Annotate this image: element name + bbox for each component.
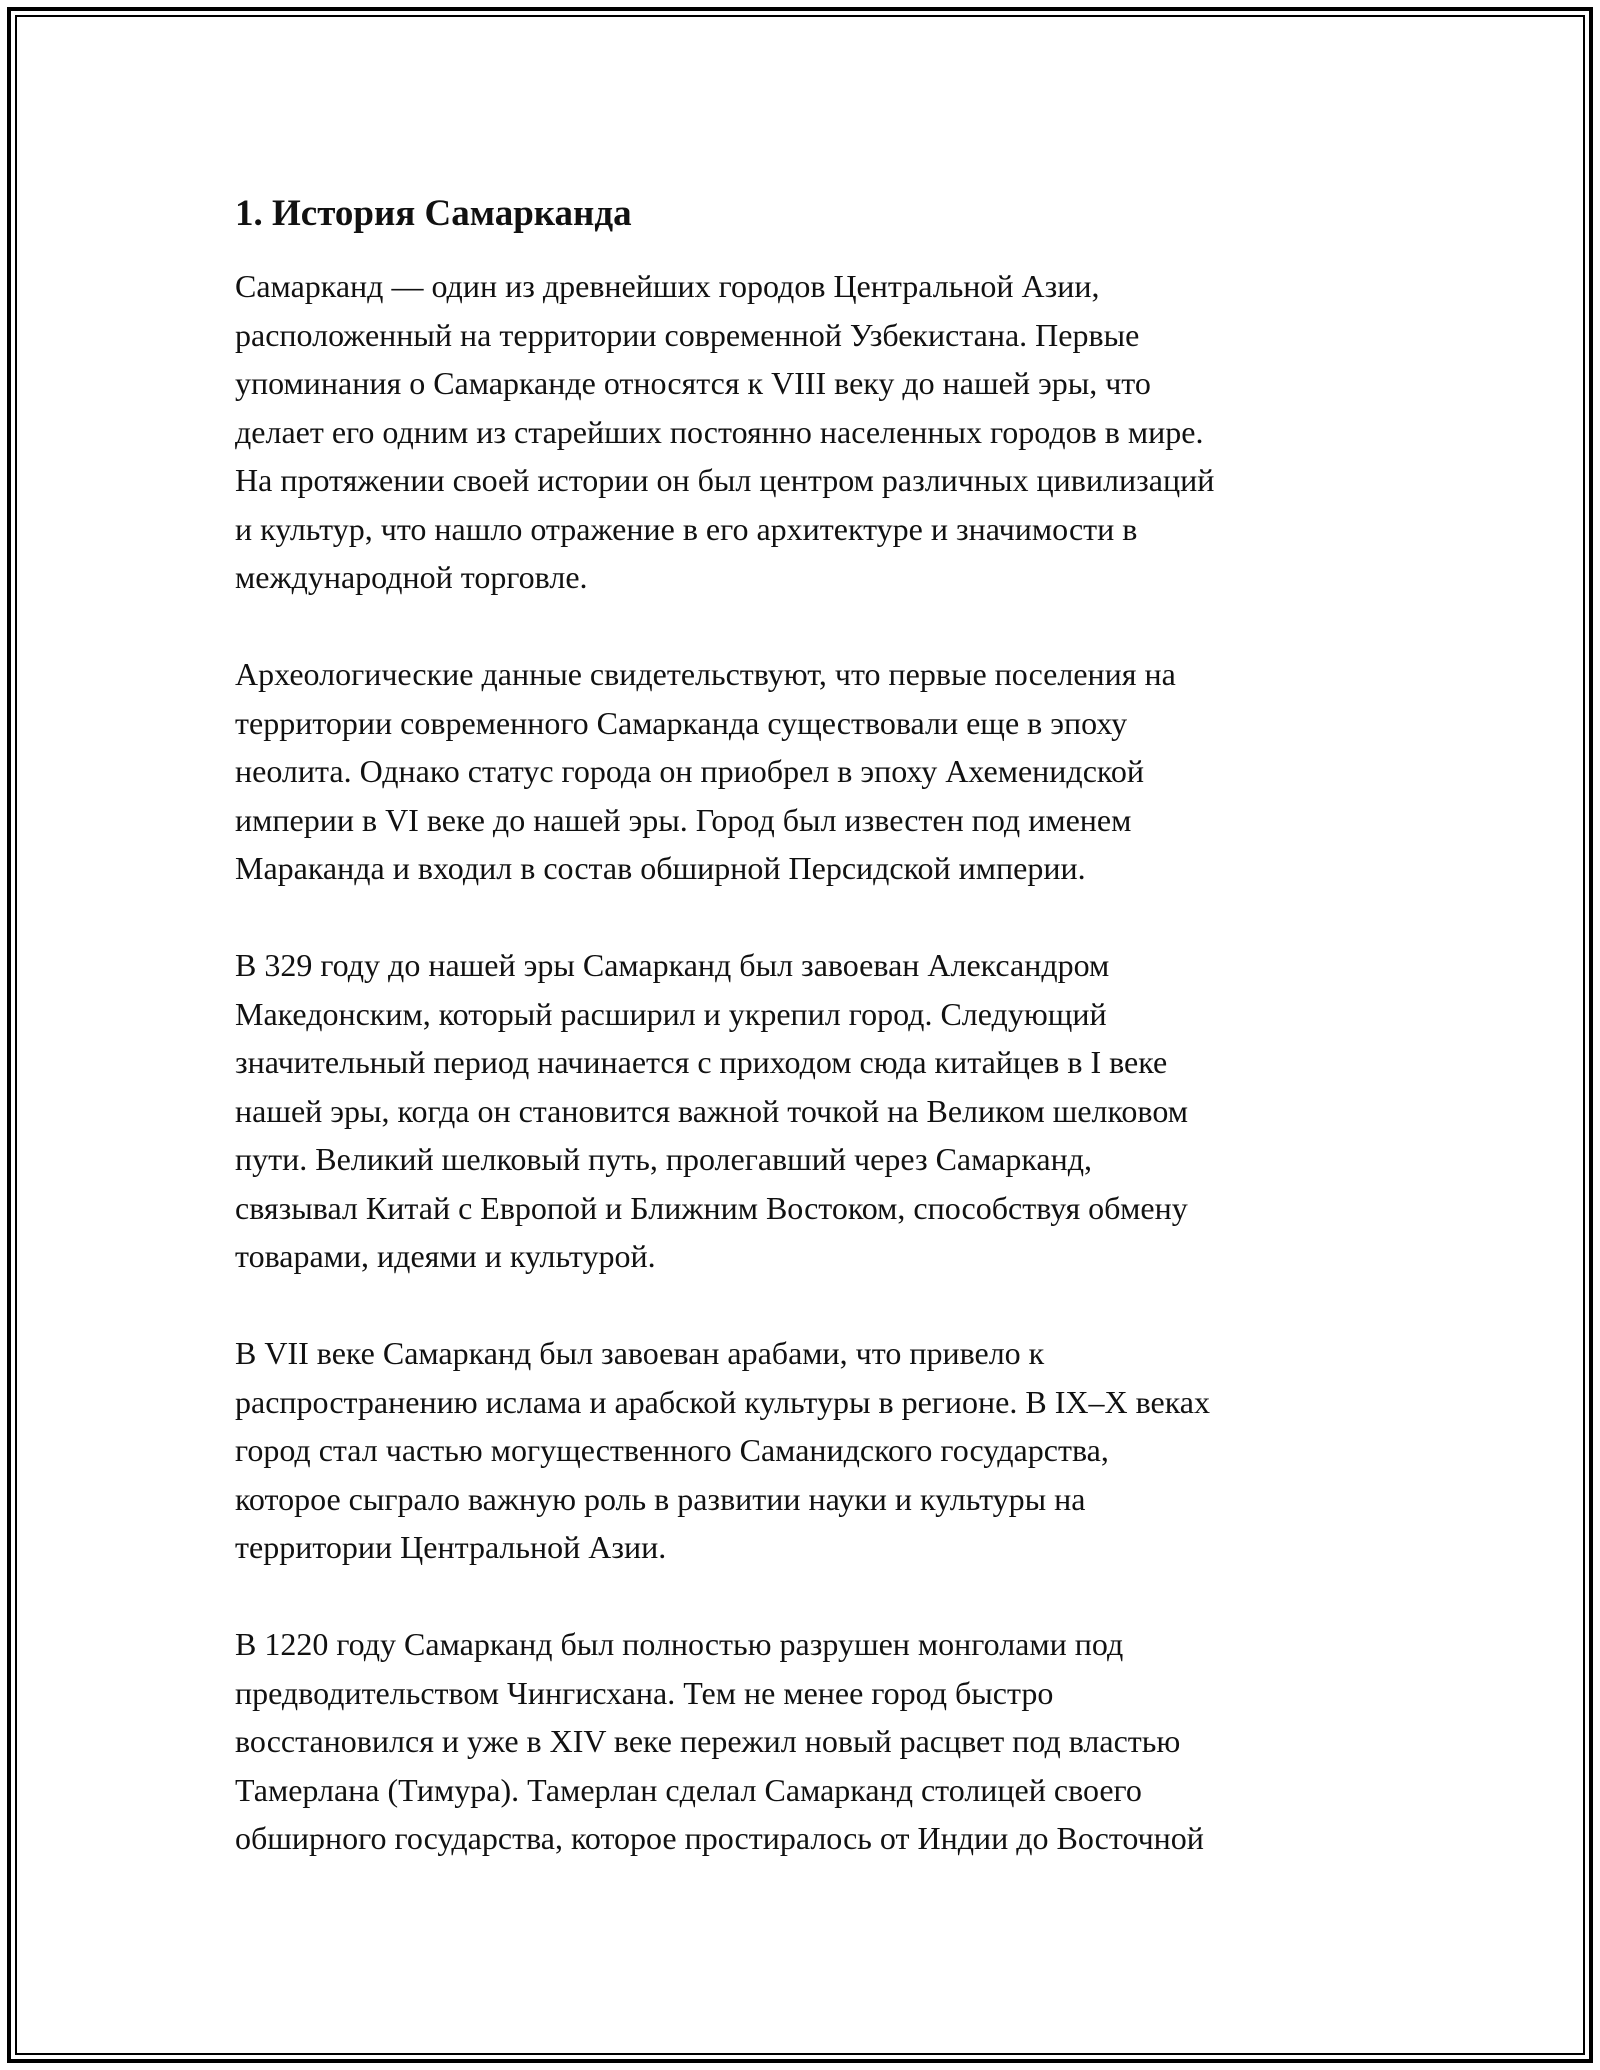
- text-line: расположенный на территории современной Узбекистана. Первые: [235, 316, 1140, 353]
- document-body: [235, 188, 1385, 1911]
- section-heading: 1. История Самарканда: [235, 193, 632, 234]
- text-line: неолита. Однако статус города он приобрел в эпоху Ахеменидской: [235, 753, 1144, 789]
- text-line: распространению ислама и арабской культуры в регионе. В IX–X веках: [235, 1383, 1210, 1420]
- text-line: международной торговле.: [235, 559, 588, 595]
- paragraph-3: [235, 941, 1385, 1281]
- text-line: империи в VI веке до нашей эры. Город был известен под именем: [235, 801, 1132, 838]
- text-line: нашей эры, когда он становится важной точкой на Великом шелковом: [235, 1092, 1188, 1129]
- text-line: и культур, что нашло отражение в его архитектуре и значимости в: [235, 510, 1138, 547]
- text-line: делает его одним из старейших постоянно населенных городов в мире.: [235, 413, 1204, 450]
- text-line: товарами, идеями и культурой.: [235, 1238, 656, 1274]
- text-line: значительный период начинается с приходом сюда китайцев в I веке: [235, 1044, 1168, 1080]
- text-line: Тамерлана (Тимура). Тамерлан сделал Самарканд столицей своего: [235, 1771, 1142, 1808]
- text-line: восстановился и уже в XIV веке пережил новый расцвет под властью: [235, 1723, 1181, 1759]
- text-line: город стал частью могущественного Саманидского государства,: [235, 1432, 1109, 1468]
- text-line: На протяжении своей истории он был центром различных цивилизаций: [235, 462, 1215, 498]
- paragraph-5: [235, 1620, 1385, 1863]
- text-line: Археологические данные свидетельствуют, что первые поселения на: [235, 656, 1176, 692]
- text-line: В VII веке Самарканд был завоеван арабами, что привело к: [235, 1335, 1045, 1371]
- paragraph-4: [235, 1329, 1385, 1572]
- text-line: связывал Китай с Европой и Ближним Востоком, способствуя обмену: [235, 1189, 1188, 1226]
- text-line: обширного государства, которое простиралось от Индии до Восточной: [235, 1820, 1204, 1856]
- text-line: территории современного Самарканда существовали еще в эпоху: [235, 704, 1128, 741]
- text-line: Мараканда и входил в состав обширной Персидской империи.: [235, 850, 1086, 886]
- text-line: предводительством Чингисхана. Тем не менее город быстро: [235, 1674, 1054, 1711]
- text-line: которое сыграло важную роль в развитии науки и культуры на: [235, 1480, 1086, 1517]
- text-line: пути. Великий шелковый путь, пролегавший через Самарканд,: [235, 1141, 1093, 1177]
- text-line: упоминания о Самарканде относятся к VIII веку до нашей эры, что: [235, 365, 1151, 401]
- text-line: Самарканд — один из древнейших городов Центральной Азии,: [235, 268, 1100, 304]
- text-line: территории Центральной Азии.: [235, 1529, 667, 1565]
- paragraph-2: [235, 650, 1385, 893]
- paragraph-1: [235, 262, 1385, 602]
- text-line: Македонским, который расширил и укрепил город. Следующий: [235, 995, 1107, 1032]
- text-line: В 1220 году Самарканд был полностью разрушен монголами под: [235, 1626, 1124, 1662]
- text-line: В 329 году до нашей эры Самарканд был завоеван Александром: [235, 947, 1110, 983]
